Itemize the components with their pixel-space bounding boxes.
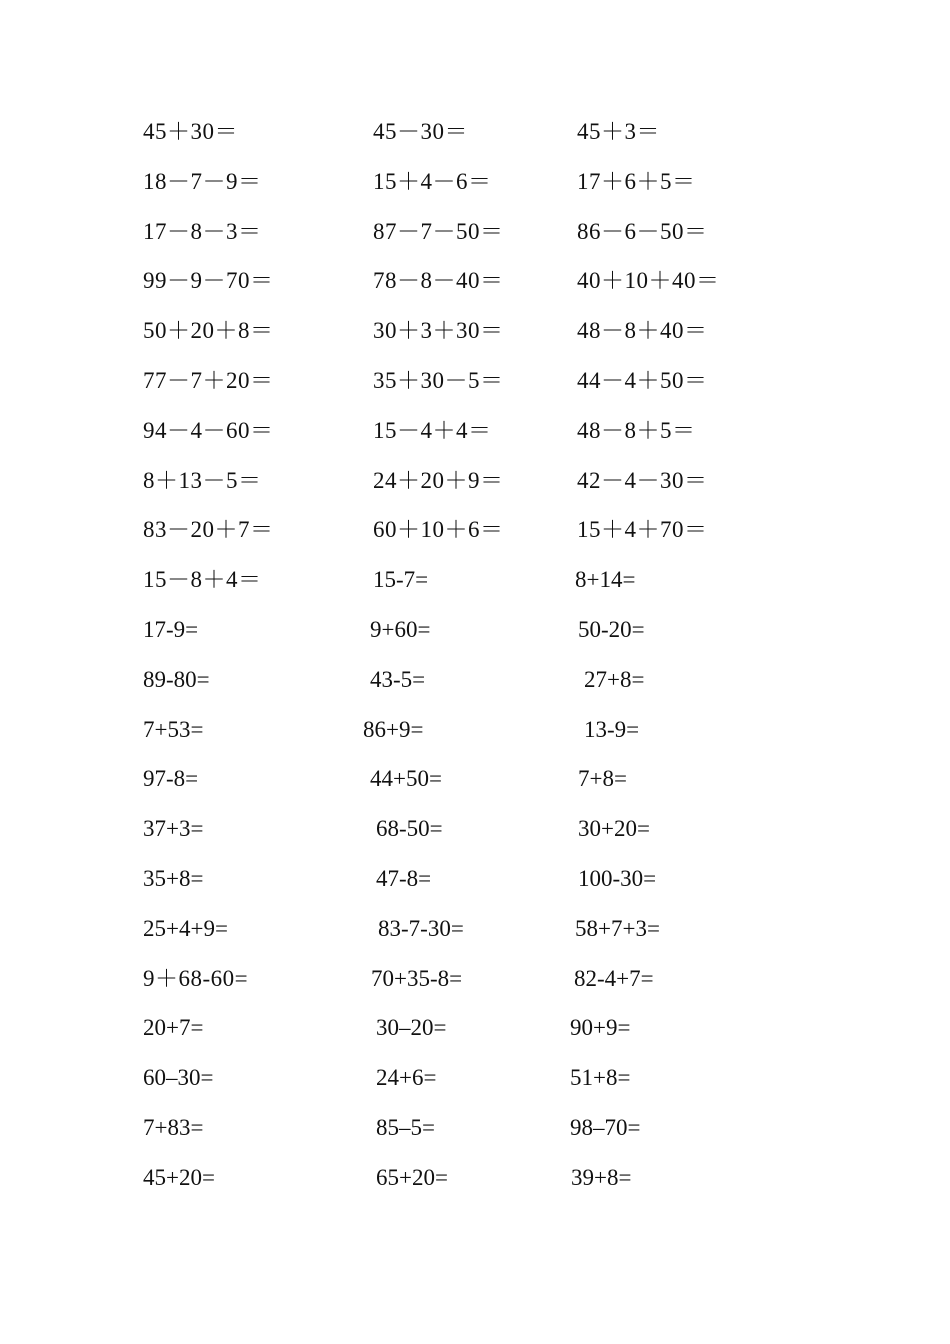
problem-cell: 58+7+3= [575,915,660,941]
problem-cell: 37+3= [143,816,204,842]
problem-cell: 30+20= [578,816,650,842]
problem-cell: 47-8= [376,865,432,891]
problem-cell: 45－30＝ [373,119,468,144]
problem-cell: 24+6= [376,1065,437,1091]
problem-cell: 30–20= [376,1015,447,1041]
problem-row [0,1009,950,1059]
problem-cell: 25+4+9= [143,915,228,941]
problem-row [0,412,950,462]
problem-cell: 27+8= [584,666,645,692]
problem-cell: 43-5= [370,666,426,692]
problem-cell: 89-80= [143,666,210,692]
problem-cell: 24＋20＋9＝ [373,467,504,493]
problem-cell: 15－4＋4＝ [373,417,492,443]
problem-row [0,760,950,810]
problem-cell: 7+8= [578,766,627,792]
problem-cell: 30＋3＋30＝ [373,318,504,344]
problem-cell: 39+8= [571,1164,632,1190]
problem-row [0,312,950,362]
problem-cell: 35＋30－5＝ [373,367,504,393]
problem-cell: 85–5= [376,1114,435,1140]
problem-cell: 50＋20＋8＝ [143,318,274,344]
problem-cell: 18－7－9＝ [143,168,262,194]
problem-row [0,362,950,412]
problem-cell: 98–70= [570,1114,641,1140]
problem-cell: 8+14= [575,567,636,593]
problem-cell: 50-20= [578,616,645,642]
problem-cell: 83－20＋7＝ [143,517,274,543]
problem-cell: 86+9= [363,716,424,742]
problem-row [0,1159,950,1209]
problem-cell: 35+8= [143,865,204,891]
problem-cell: 15-7= [373,567,429,593]
problem-cell: 20+7= [143,1015,204,1041]
problem-cell: 60–30= [143,1065,214,1091]
problem-cell: 70+35-8= [371,965,463,991]
problem-row [0,262,950,312]
problem-cell: 45+20= [143,1164,215,1190]
problem-cell: 7+83= [143,1114,204,1140]
problem-cell: 87－7－50＝ [373,218,504,244]
problem-row [0,511,950,561]
problem-cell: 15－8＋4＝ [143,567,262,593]
arithmetic-worksheet [0,113,950,1209]
problem-cell: 100-30= [578,865,657,891]
problem-cell: 15＋4－6＝ [373,168,492,194]
problem-row [0,860,950,910]
problem-cell: 40＋10＋40＝ [577,268,720,294]
problem-cell: 44－4＋50＝ [577,367,708,393]
problem-row [0,163,950,213]
problem-cell: 99－9－70＝ [143,268,274,294]
problem-cell: 65+20= [376,1164,448,1190]
problem-cell: 45＋30＝ [143,119,238,144]
problem-cell: 17-9= [143,616,199,642]
problem-row [0,661,950,711]
problem-cell: 9＋68-60= [143,965,249,991]
problem-row [0,960,950,1010]
problem-row [0,462,950,512]
problem-row [0,1059,950,1109]
problem-cell: 45＋3＝ [577,119,660,144]
problem-cell: 44+50= [370,766,442,792]
problem-cell: 17＋6＋5＝ [577,168,696,194]
problem-cell: 13-9= [584,716,640,742]
problem-cell: 97-8= [143,766,199,792]
problem-row [0,910,950,960]
problem-cell: 15＋4＋70＝ [577,517,708,543]
problem-row [0,1109,950,1159]
problem-cell: 48－8＋40＝ [577,318,708,344]
problem-cell: 68-50= [376,816,443,842]
problem-cell: 77－7＋20＝ [143,367,274,393]
problem-cell: 17－8－3＝ [143,218,262,244]
problem-row [0,810,950,860]
problem-cell: 60＋10＋6＝ [373,517,504,543]
problem-cell: 90+9= [570,1015,631,1041]
problem-cell: 42－4－30＝ [577,467,708,493]
problem-cell: 83-7-30= [378,915,464,941]
problem-cell: 48－8＋5＝ [577,417,696,443]
problem-cell: 51+8= [570,1065,631,1091]
problem-cell: 78－8－40＝ [373,268,504,294]
problem-row [0,113,950,163]
problem-row [0,711,950,761]
problem-row [0,611,950,661]
problem-row [0,213,950,263]
problem-cell: 8＋13－5＝ [143,467,262,493]
problem-cell: 7+53= [143,716,204,742]
problem-cell: 94－4－60＝ [143,417,274,443]
problem-row [0,561,950,611]
problem-cell: 86－6－50＝ [577,218,708,244]
problem-cell: 82-4+7= [574,965,654,991]
problem-cell: 9+60= [370,616,431,642]
